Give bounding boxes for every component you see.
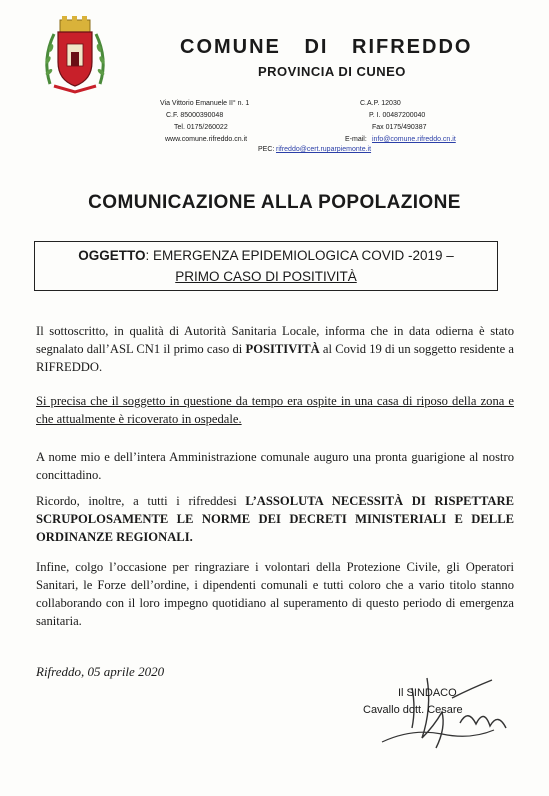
signer-role: Il SINDACO — [398, 687, 457, 699]
subject-label: OGGETTO — [78, 248, 146, 263]
signer-name: Cavallo dott. Cesare — [363, 704, 463, 716]
paragraph-1: Il sottoscritto, in qualità di Autorità Sanitaria Locale, informa che in data odierna è stato segnalato dall’ASL CN1 il primo caso di POSITIVITÀ al Covid 19 di un soggetto residente a RIFREDDO. — [36, 324, 514, 374]
email-label: E-mail: — [345, 136, 367, 143]
paragraph-5: Infine, colgo l’occasione per ringraziare i volontari della Protezione Civile, gli Operatori Sanitari, le Forze dell’ordine, i dipendenti comunali e tutti coloro che a vario titolo stanno collaborando con il loro impegno quotidiano al superamento di questo periodo di emergenza sanitaria. — [36, 560, 514, 628]
place-date: Rifreddo, 05 aprile 2020 — [36, 664, 165, 679]
paragraph-4: Ricordo, inoltre, a tutti i rifreddesi L’ASSOLUTA NECESSITÀ DI RISPETTARE SCRUPOLOSAMENTE LE NORME DEI DECRETI MINISTERIALI E DELLE ORDINANZE REGIONALI. — [36, 494, 514, 544]
fax: Fax 0175/490387 — [372, 124, 427, 131]
pec-link[interactable]: rifreddo@cert.ruparpiemonte.it — [276, 146, 372, 153]
subject-line-1: OGGETTO: EMERGENZA EPIDEMIOLOGICA COVID -2019 – — [78, 248, 454, 263]
email-link[interactable]: info@comune.rifreddo.cn.it — [372, 136, 456, 143]
fiscal-code: C.F. 85000390048 — [166, 112, 224, 119]
document-heading: COMUNICAZIONE ALLA POPOLAZIONE — [88, 192, 461, 213]
paragraph-3: A nome mio e dell’intera Amministrazione comunale auguro una pronta guarigione al nostro concittadino. — [36, 450, 514, 482]
subject-box — [34, 241, 498, 291]
municipality-title: COMUNE DI RIFREDDO — [180, 36, 473, 58]
phone: Tel. 0175/260022 — [174, 124, 228, 131]
province-subtitle: PROVINCIA DI CUNEO — [258, 64, 406, 79]
vat-number: P. I. 00487200040 — [369, 112, 426, 119]
pec-label: PEC: — [258, 146, 275, 153]
subject-line-2: PRIMO CASO DI POSITIVITÀ — [175, 269, 357, 284]
postal-code: C.A.P. 12030 — [360, 100, 401, 107]
municipal-crest-icon — [40, 14, 110, 94]
paragraph-2: Si precisa che il soggetto in questione da tempo era ospite in una casa di riposo della zona e che attualmente è ricoverato in ospedale. — [36, 394, 514, 426]
website[interactable]: www.comune.rifreddo.cn.it — [165, 136, 248, 143]
address: Via Vittorio Emanuele II° n. 1 — [160, 100, 250, 107]
